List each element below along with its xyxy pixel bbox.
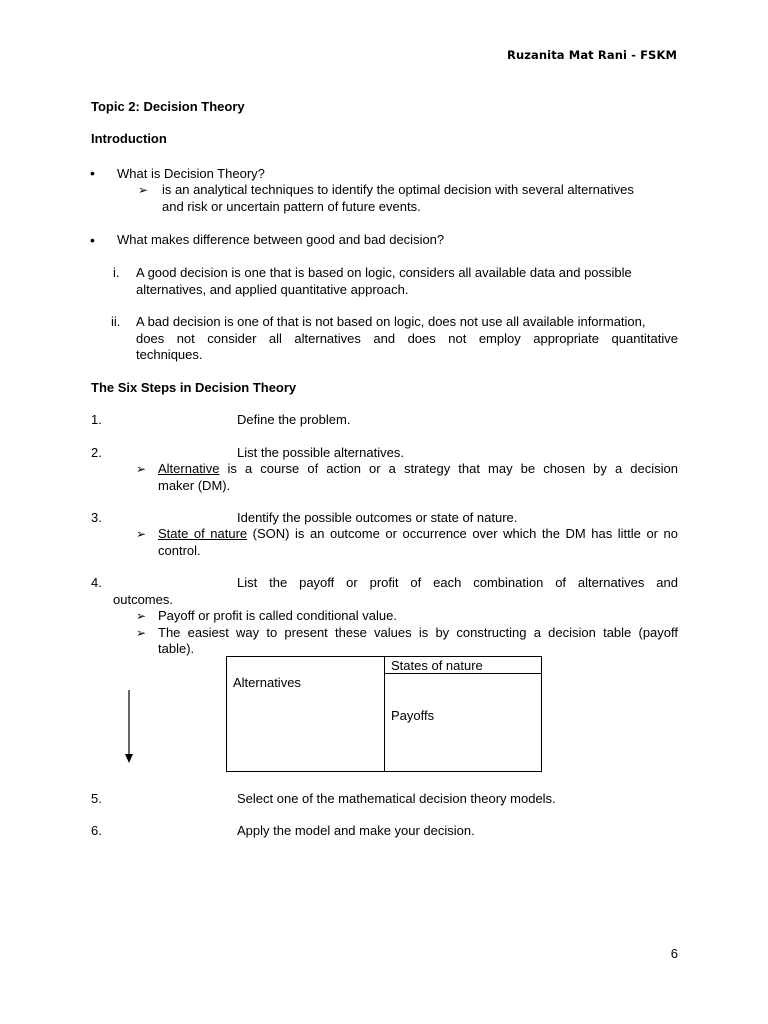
bad-decision-line1: A bad decision is one of that is not based on logic, does not use all available information, <box>136 314 646 329</box>
step-6-number: 6. <box>91 823 102 838</box>
bad-decision-line2: does not consider all alternatives and does not employ appropriate quantitative <box>136 331 678 346</box>
arrow-bullet-icon: ➢ <box>136 462 147 476</box>
table-divider-vertical <box>384 657 385 771</box>
arrow-bullet-icon: ➢ <box>136 626 147 640</box>
states-of-nature-header: States of nature <box>391 658 483 673</box>
arrow-bullet-icon: ➢ <box>136 527 147 541</box>
state-of-nature-definition: (SON) is an outcome or occurrence over which the DM has little or no <box>247 526 678 541</box>
payoffs-cell: Payoffs <box>391 708 435 723</box>
bad-decision-line3: techniques. <box>136 347 203 362</box>
step-2-sub-line1 <box>158 461 678 478</box>
question-what-is-decision-theory: What is Decision Theory? <box>117 166 265 181</box>
header-author: Ruzanita Mat Rani - FSKM <box>506 48 677 62</box>
roman-marker-i: i. <box>113 265 120 280</box>
step-3-sub-line1 <box>158 526 678 543</box>
step-4-line1: List the payoff or profit of each combination of alternatives and <box>237 575 678 590</box>
step-1-text: Define the problem. <box>237 412 351 427</box>
introduction-heading: Introduction <box>91 131 167 146</box>
alternative-term: Alternative <box>158 461 220 476</box>
state-of-nature-term: State of nature <box>158 526 248 541</box>
step-3-sub-line2: control. <box>158 543 201 558</box>
step-4-sub2-line2: table). <box>158 641 195 656</box>
step-4-line2: outcomes. <box>113 592 173 607</box>
step-5-text: Select one of the mathematical decision theory models. <box>237 791 556 806</box>
q1-answer-line2: and risk or uncertain pattern of future events. <box>162 199 421 214</box>
step-4-sub2-line1: The easiest way to present these values is by constructing a decision table (payoff <box>158 625 678 640</box>
arrow-bullet-icon: ➢ <box>136 609 147 623</box>
good-decision-line1: A good decision is one that is based on logic, considers all available data and possible <box>136 265 632 280</box>
roman-marker-ii: ii. <box>111 314 121 329</box>
payoff-table <box>226 656 542 772</box>
step-3-number: 3. <box>91 510 102 525</box>
step-6-text: Apply the model and make your decision. <box>237 823 475 838</box>
step-5-number: 5. <box>91 791 102 806</box>
bullet-icon: • <box>90 165 95 181</box>
alternative-definition: is a course of action or a strategy that may be chosen by a decision <box>219 461 678 476</box>
down-arrow-icon <box>124 690 134 764</box>
arrow-bullet-icon: ➢ <box>138 183 149 197</box>
step-3-text: Identify the possible outcomes or state of nature. <box>237 510 518 525</box>
step-2-sub-line2: maker (DM). <box>158 478 231 493</box>
page-number: 6 <box>670 946 678 961</box>
step-2-text: List the possible alternatives. <box>237 445 404 460</box>
q1-answer-line1: is an analytical techniques to identify the optimal decision with several alternatives <box>162 182 634 197</box>
step-4-number: 4. <box>91 575 102 590</box>
page-title: Topic 2: Decision Theory <box>91 99 245 114</box>
step-1-number: 1. <box>91 412 102 427</box>
alternatives-header: Alternatives <box>233 675 301 690</box>
question-good-vs-bad-decision: What makes difference between good and bad decision? <box>117 232 445 247</box>
bullet-icon: • <box>90 232 95 248</box>
good-decision-line2: alternatives, and applied quantitative approach. <box>136 282 409 297</box>
six-steps-heading: The Six Steps in Decision Theory <box>91 380 297 395</box>
step-4-sub1: Payoff or profit is called conditional value. <box>158 608 397 623</box>
step-2-number: 2. <box>91 445 102 460</box>
